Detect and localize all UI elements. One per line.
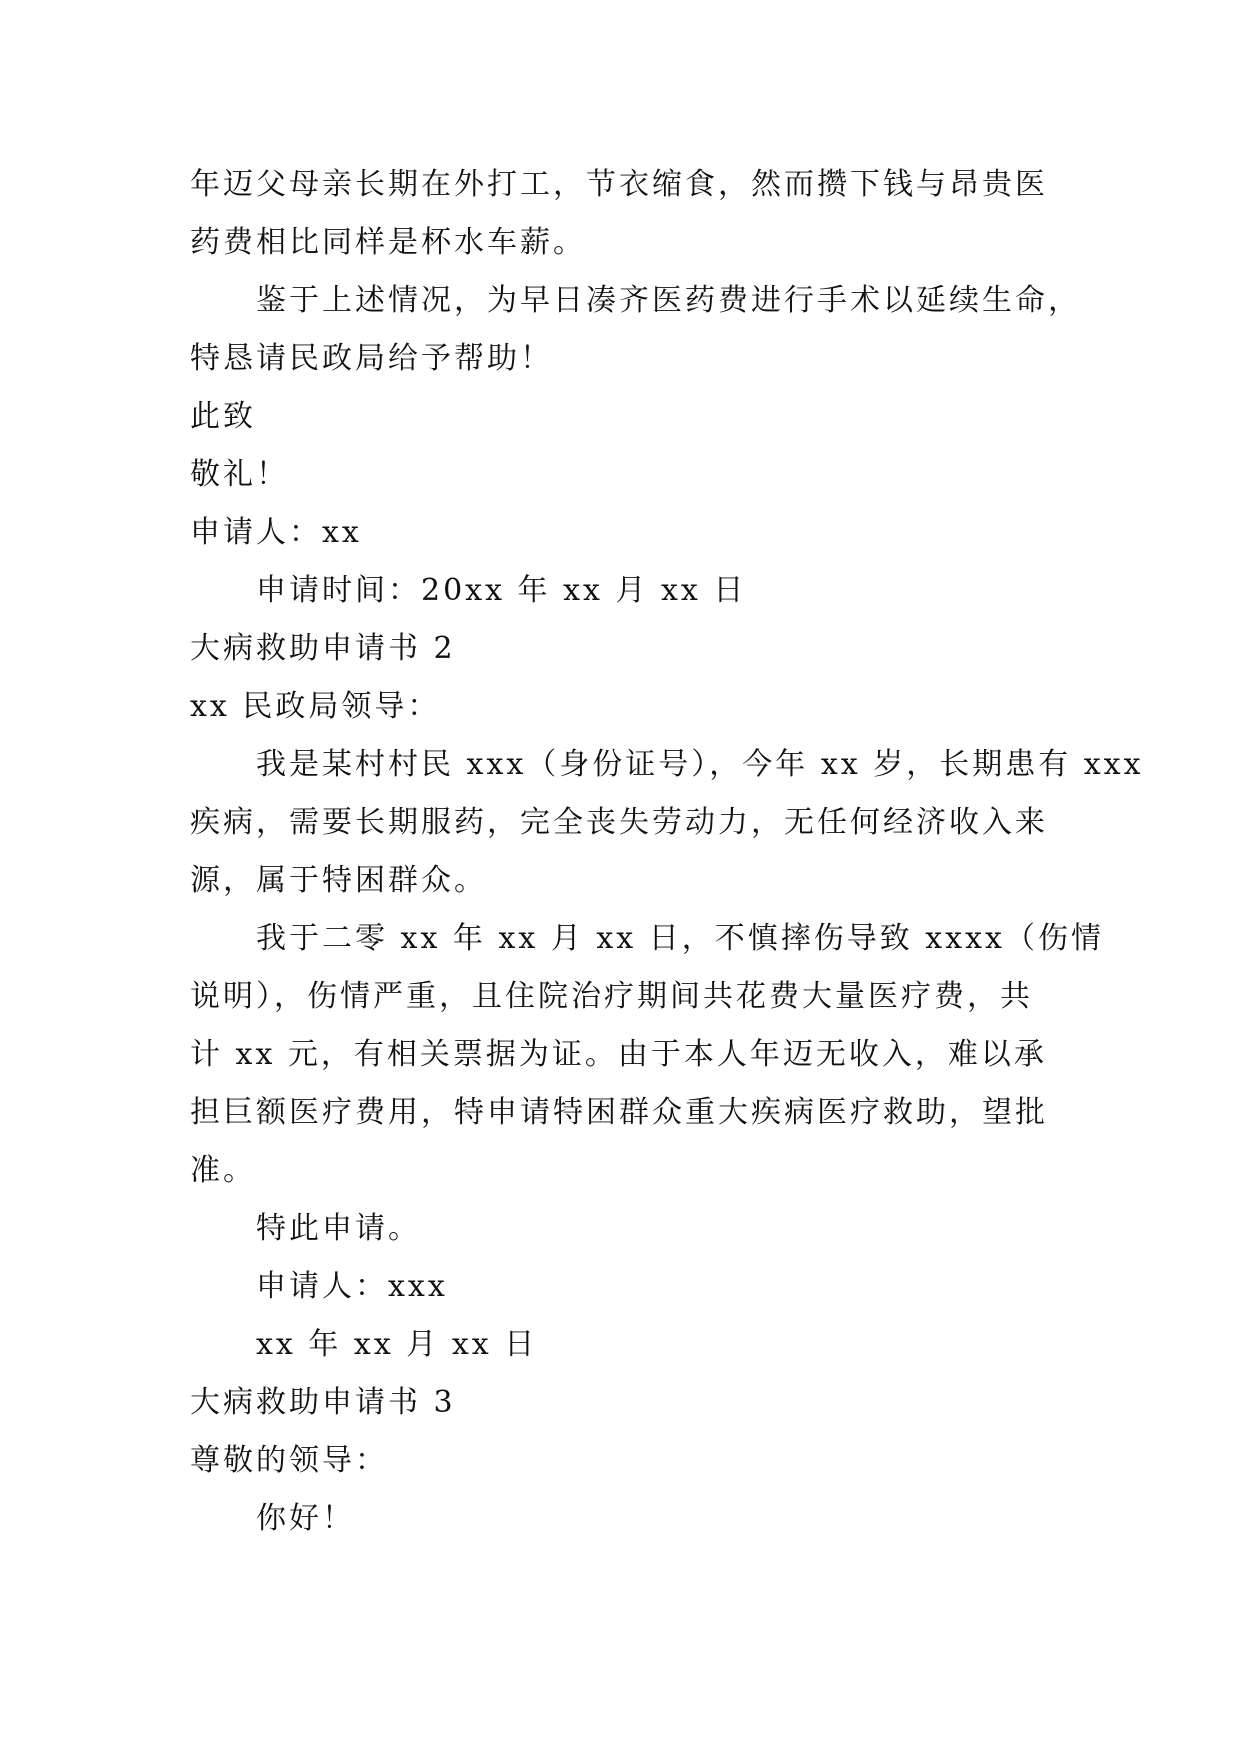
addressee: xx 民政局领导： bbox=[190, 689, 441, 724]
paragraph-line: 疾病，需要长期服药，完全丧失劳动力，无任何经济收入来 bbox=[190, 805, 1048, 840]
paragraph-line: 源，属于特困群众。 bbox=[190, 863, 487, 898]
addressee: 尊敬的领导： bbox=[190, 1443, 388, 1478]
paragraph-line: 鉴于上述情况，为早日凑齐医药费进行手术以延续生命， bbox=[256, 283, 1081, 318]
section-title: 大病救助申请书 3 bbox=[190, 1385, 456, 1420]
closing-phrase: 此致 bbox=[190, 399, 256, 434]
paragraph-line: 我是某村村民 xxx（身份证号），今年 xx 岁，长期患有 xxx bbox=[256, 747, 1144, 782]
paragraph-line: 计 xx 元，有相关票据为证。由于本人年迈无收入，难以承 bbox=[190, 1037, 1047, 1072]
paragraph-line: 说明），伤情严重，且住院治疗期间共花费大量医疗费，共 bbox=[190, 979, 1033, 1014]
applicant-line: 申请人：xx bbox=[190, 515, 362, 550]
paragraph-line: 年迈父母亲长期在外打工，节衣缩食，然而攒下钱与昂贵医 bbox=[190, 167, 1048, 202]
applicant-line: 申请人：xxx bbox=[256, 1269, 448, 1304]
paragraph-line: 药费相比同样是杯水车薪。 bbox=[190, 225, 586, 260]
greeting: 你好！ bbox=[256, 1501, 355, 1536]
paragraph-line: 特恳请民政局给予帮助！ bbox=[190, 341, 553, 376]
document-body bbox=[190, 156, 1144, 1548]
section-title: 大病救助申请书 2 bbox=[190, 631, 456, 666]
paragraph-line: 准。 bbox=[190, 1153, 256, 1188]
closing-phrase: 特此申请。 bbox=[256, 1211, 421, 1246]
application-date: 申请时间：20xx 年 xx 月 xx 日 bbox=[256, 573, 747, 608]
paragraph-line: 我于二零 xx 年 xx 月 xx 日，不慎摔伤导致 xxxx（伤情 bbox=[256, 921, 1104, 956]
paragraph-line: 担巨额医疗费用，特申请特困群众重大疾病医疗救助，望批 bbox=[190, 1095, 1048, 1130]
application-date: xx 年 xx 月 xx 日 bbox=[256, 1327, 538, 1362]
salutation: 敬礼！ bbox=[190, 457, 289, 492]
